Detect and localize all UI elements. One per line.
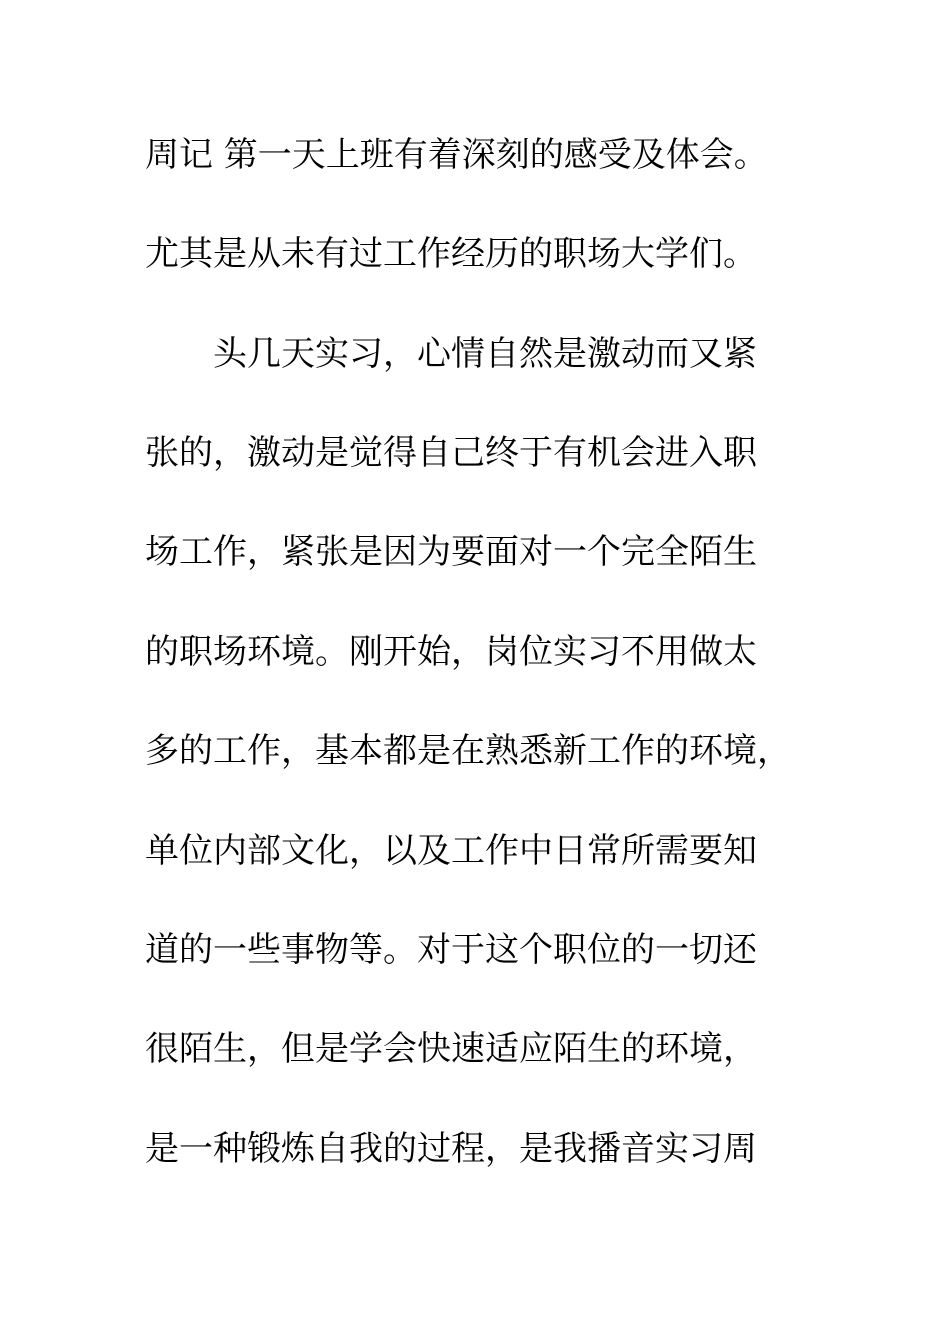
text-line-9: 道的一些事物等。对于这个职位的一切还 [145, 930, 757, 970]
text-line-7: 多的工作，基本都是在熟悉新工作的环境， [145, 731, 791, 771]
text-line-10: 很陌生，但是学会快速适应陌生的环境， [145, 1029, 757, 1069]
text-line-1: 周记 第一天上班有着深刻的感受及体会。 [145, 135, 768, 175]
text-line-2: 尤其是从未有过工作经历的职场大学们。 [145, 234, 757, 274]
text-line-3: 头几天实习，心情自然是激动而又紧 [213, 334, 757, 374]
text-line-6: 的职场环境。刚开始，岗位实习不用做太 [145, 632, 757, 672]
text-line-11: 是一种锻炼自我的过程，是我播音实习周 [145, 1129, 757, 1169]
text-line-8: 单位内部文化，以及工作中日常所需要知 [145, 831, 757, 871]
text-line-5: 场工作，紧张是因为要面对一个完全陌生 [145, 532, 757, 572]
text-line-4: 张的，激动是觉得自己终于有机会进入职 [145, 433, 757, 473]
